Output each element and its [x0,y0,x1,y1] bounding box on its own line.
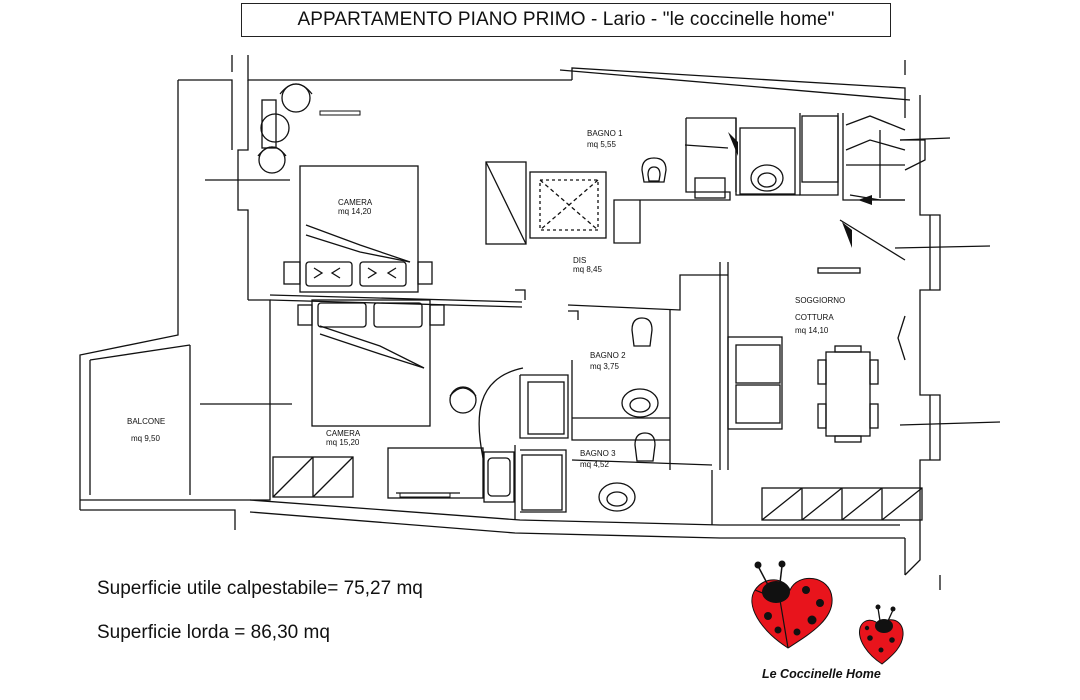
dis-label: DIS [573,256,587,265]
outer-walls [80,55,940,590]
ladybug-small-icon [860,605,904,665]
logo-caption: Le Coccinelle Home [762,667,881,681]
bagno3-fixtures [522,433,655,511]
bagno2-area: mq 3,75 [590,362,619,371]
bagno1-fixtures [642,116,925,200]
camera1-label: CAMERA [338,198,373,207]
bagno1-area: mq 5,55 [587,140,616,149]
cottura-label: COTTURA [795,313,834,322]
bagno1-label: BAGNO 1 [587,129,623,138]
ladybug-logo [752,561,903,665]
camera2-area: mq 15,20 [326,438,360,447]
plan-title: APPARTAMENTO PIANO PRIMO - Lario - "le coccinelle home" [241,3,891,37]
bagno2-fixtures [528,318,658,434]
soggiorno-area: mq 14,10 [795,326,829,335]
balcone-area: mq 9,50 [131,434,160,443]
ladybug-large-icon [752,561,832,649]
chairs [258,84,476,413]
dis-area: mq 8,45 [573,265,602,274]
bed-camera1 [284,166,432,292]
camera2-label: CAMERA [326,429,361,438]
bagno3-label: BAGNO 3 [580,449,616,458]
soggiorno-label: SOGGIORNO [795,296,846,305]
wardrobes-camera2 [273,368,523,502]
camera1-area: mq 14,20 [338,207,372,216]
balcone-label: BALCONE [127,417,166,426]
gross-area-stat: Superficie lorda = 86,30 mq [97,622,330,643]
shower [486,162,606,244]
bagno2-label: BAGNO 2 [590,351,626,360]
usable-area-stat: Superficie utile calpestabile= 75,27 mq [97,578,423,599]
bagno3-area: mq 4,52 [580,460,609,469]
living-furniture [728,220,922,520]
bed-camera2 [298,300,444,426]
